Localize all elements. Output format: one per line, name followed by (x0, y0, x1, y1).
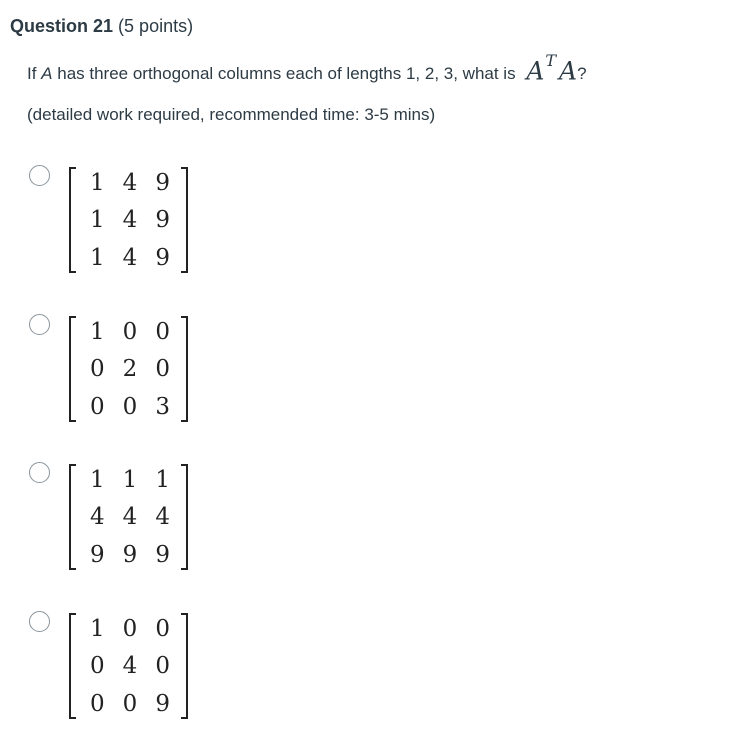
matrix-cell: 9 (155, 541, 170, 568)
question-points: (5 points) (118, 16, 194, 36)
matrix-cell: 0 (155, 653, 170, 680)
matrix-cell: 4 (122, 207, 138, 234)
matrix-cell: 0 (90, 653, 105, 680)
question-text (27, 51, 587, 86)
matrix-cell: 0 (90, 690, 105, 717)
question-note: (detailed work required, recommended time: 3-5 mins) (27, 105, 436, 124)
matrix-cell: 0 (90, 356, 105, 383)
question-text-suffix: ? (577, 64, 587, 84)
radio-button[interactable] (29, 165, 50, 186)
matrix-cell: 9 (155, 690, 170, 717)
question-text-prefix: If (27, 64, 42, 84)
matrix-cell: 1 (122, 467, 138, 494)
matrix-cell: 2 (122, 356, 138, 383)
matrix-cell: 1 (90, 467, 105, 494)
radio-button[interactable] (29, 611, 50, 632)
radio-button[interactable] (29, 314, 50, 335)
matrix (69, 165, 189, 277)
matrix-cell: 1 (90, 207, 105, 234)
matrix-cell: 9 (155, 207, 170, 234)
matrix-cell: 0 (122, 616, 138, 643)
right-bracket (181, 613, 188, 719)
matrix-cell: 4 (155, 504, 170, 531)
question-text-var: A (41, 64, 53, 84)
matrix-cell: 4 (122, 170, 138, 197)
math-base: A (526, 56, 545, 86)
math-expression (526, 51, 578, 86)
matrix-cell: 0 (155, 616, 170, 643)
matrix (69, 462, 189, 574)
left-bracket (69, 167, 76, 273)
matrix-cell: 9 (155, 244, 170, 271)
matrix-cell: 0 (90, 393, 105, 420)
radio-button[interactable] (29, 462, 50, 483)
matrix-cells (81, 165, 179, 277)
left-bracket (69, 613, 76, 719)
matrix-cell: 0 (122, 690, 138, 717)
matrix-cell: 4 (90, 504, 105, 531)
question-text-middle: has three orthogonal columns each of lengths 1, 2, 3, what is (52, 64, 521, 84)
matrix-cell: 9 (90, 541, 105, 568)
answer-option-4[interactable] (29, 611, 229, 723)
matrix-cells (81, 611, 179, 723)
answer-option-2[interactable] (29, 314, 229, 426)
matrix-cell: 0 (122, 319, 138, 346)
matrix-cell: 3 (155, 393, 170, 420)
matrix-cell: 9 (122, 541, 138, 568)
matrix-cell: 0 (155, 319, 170, 346)
matrix (69, 314, 189, 426)
matrix-cell: 1 (90, 616, 105, 643)
matrix-cell: 1 (155, 467, 170, 494)
matrix-cells (81, 314, 179, 426)
right-bracket (181, 316, 188, 422)
answer-option-3[interactable] (29, 462, 229, 574)
matrix-cell: 4 (122, 244, 138, 271)
matrix-cell: 1 (90, 244, 105, 271)
right-bracket (181, 464, 188, 570)
right-bracket (181, 167, 188, 273)
answer-option-1[interactable] (29, 165, 229, 277)
matrix-cell: 0 (122, 393, 138, 420)
matrix (69, 611, 189, 723)
matrix-cell: 1 (90, 319, 105, 346)
left-bracket (69, 464, 76, 570)
matrix-cell: 1 (90, 170, 105, 197)
matrix-cell: 9 (155, 170, 170, 197)
math-superscript: T (545, 51, 557, 70)
left-bracket (69, 316, 76, 422)
matrix-cells (81, 462, 179, 574)
matrix-cell: 4 (122, 653, 138, 680)
matrix-cell: 4 (122, 504, 138, 531)
question-header (10, 16, 193, 37)
matrix-cell: 0 (155, 356, 170, 383)
question-title: Question 21 (10, 16, 114, 36)
math-tail: A (559, 56, 578, 86)
